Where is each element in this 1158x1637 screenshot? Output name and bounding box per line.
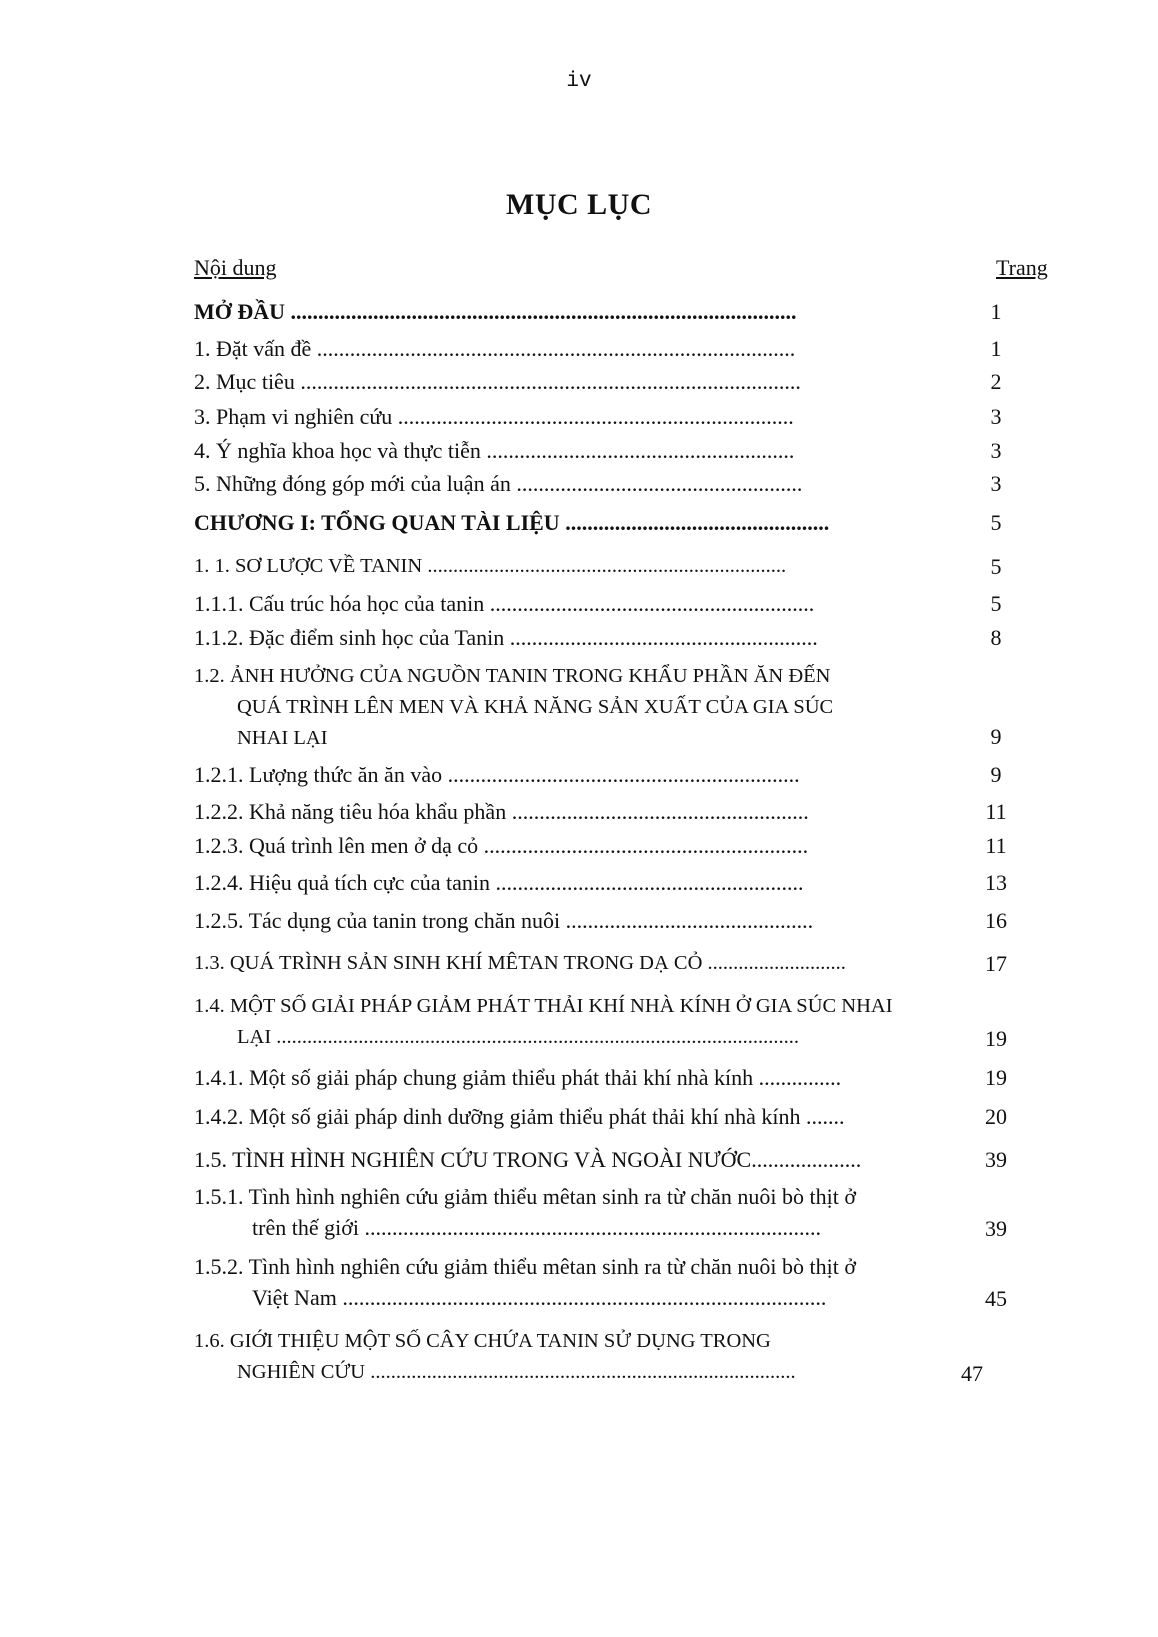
toc-entry-1-2-5[interactable]	[194, 905, 813, 936]
toc-page-number: 17	[985, 951, 1007, 976]
toc-page-number: 9	[990, 762, 1002, 787]
toc-entry-1-5[interactable]	[194, 1144, 861, 1175]
toc-page-number: 11	[985, 833, 1007, 858]
content-column-header: Nội dung	[194, 255, 277, 280]
toc-page-number: 9	[990, 724, 1002, 749]
toc-page-number: 13	[985, 870, 1007, 895]
toc-page-number: 39	[985, 1216, 1007, 1241]
toc-entry-text-cont: NHAI LẠI	[237, 727, 328, 749]
toc-entry-1-3[interactable]	[194, 948, 846, 979]
toc-page-number: 16	[985, 908, 1007, 933]
toc-entry-1-4-1[interactable]	[194, 1062, 841, 1093]
toc-page-number: 11	[985, 799, 1007, 824]
toc-page-number: 45	[985, 1286, 1007, 1311]
toc-entry-text: CHƯƠNG I: TỔNG QUAN TÀI LIỆU ................................................	[194, 510, 830, 535]
toc-entry-text: 2. Mục tiêu ...........................................................................................	[194, 369, 801, 394]
toc-entry-text: 1.2.4. Hiệu quả tích cực của tanin ........................................................	[194, 870, 804, 895]
toc-page-number: 1	[990, 336, 1002, 361]
toc-entry-1[interactable]	[194, 333, 795, 364]
toc-entry-text: 4. Ý nghĩa khoa học và thực tiễn ........................................................	[194, 438, 795, 463]
toc-entry-1-2-1[interactable]	[194, 759, 800, 790]
toc-entry-text: 1.1.1. Cấu trúc hóa học của tanin ...........................................................	[194, 591, 815, 616]
toc-entry-text-cont: Việt Nam ........................................................................................	[252, 1285, 827, 1310]
toc-entry-text-cont: QUÁ TRÌNH LÊN MEN VÀ KHẢ NĂNG SẢN XUẤT CỦA GIA SÚC	[237, 696, 834, 718]
toc-entry-text: 1.5.2. Tình hình nghiên cứu giảm thiểu mêtan sinh ra từ chăn nuôi bò thịt ở	[194, 1254, 856, 1279]
toc-entry-1-1-2[interactable]	[194, 622, 818, 653]
toc-entry-text: 1. 1. SƠ LƯỢC VỀ TANIN ......................................................................	[194, 555, 787, 577]
toc-page-number: 3	[990, 404, 1002, 429]
toc-page-number: 3	[990, 471, 1002, 496]
toc-entry-text: 1.4.2. Một số giải pháp dinh dưỡng giảm thiểu phát thải khí nhà kính .......	[194, 1104, 845, 1129]
toc-page-number: 20	[985, 1104, 1007, 1129]
toc-entry-text: 5. Những đóng góp mới của luận án ....................................................	[194, 471, 803, 496]
toc-page-number: 5	[990, 510, 1002, 535]
toc-entry-5[interactable]	[194, 468, 802, 499]
toc-entry-text: 1.6. GIỚI THIỆU MỘT SỐ CÂY CHỨA TANIN SỬ DỤNG TRONG	[194, 1330, 771, 1352]
toc-entry-1-5-2[interactable]	[194, 1251, 856, 1313]
toc-entry-text: 1.2.2. Khả năng tiêu hóa khẩu phần ......................................................	[194, 799, 809, 824]
toc-entry-text: 1.2.5. Tác dụng của tanin trong chăn nuôi .............................................	[194, 908, 814, 933]
toc-page-number: 2	[990, 369, 1002, 394]
toc-page-number: 1	[990, 299, 1002, 324]
toc-entry-1-4-2[interactable]	[194, 1101, 845, 1132]
toc-entry-3[interactable]	[194, 401, 794, 432]
toc-entry-1-4[interactable]	[194, 991, 893, 1053]
toc-page-number: 39	[985, 1147, 1007, 1172]
toc-entry-1-2[interactable]	[194, 661, 833, 754]
toc-entry-text-cont: NGHIÊN CỨU ...................................................................................	[237, 1361, 796, 1383]
toc-entry-chapter-1[interactable]	[194, 507, 829, 538]
toc-entry-text: 1.4. MỘT SỐ GIẢI PHÁP GIẢM PHÁT THẢI KHÍ NHÀ KÍNH Ở GIA SÚC NHAI	[194, 995, 893, 1017]
toc-entry-text: 1.2.1. Lượng thức ăn ăn vào ................................................................	[194, 762, 800, 787]
toc-entry-text: 1.5. TÌNH HÌNH NGHIÊN CỨU TRONG VÀ NGOÀI NƯỚC....................	[194, 1147, 862, 1172]
page-number: iv	[566, 70, 592, 93]
toc-entry-text-cont: LẠI ......................................................................................................	[237, 1026, 800, 1048]
toc-entry-text: 3. Phạm vi nghiên cứu ........................................................................	[194, 404, 794, 429]
toc-page-number: 19	[985, 1026, 1007, 1051]
toc-page-number: 5	[990, 591, 1002, 616]
toc-page-number: 8	[990, 625, 1002, 650]
toc-entry-text: 1.2.3. Quá trình lên men ở dạ cỏ ...........................................................	[194, 833, 809, 858]
toc-entry-2[interactable]	[194, 366, 801, 397]
toc-entry-1-5-1[interactable]	[194, 1181, 856, 1243]
toc-entry-text: 1.5.1. Tình hình nghiên cứu giảm thiểu mêtan sinh ra từ chăn nuôi bò thịt ở	[194, 1184, 856, 1209]
toc-entry-text: 1.3. QUÁ TRÌNH SẢN SINH KHÍ MÊTAN TRONG DẠ CỎ ...........................	[194, 952, 846, 974]
toc-entry-mo-dau[interactable]	[194, 296, 797, 327]
toc-entry-4[interactable]	[194, 435, 794, 466]
toc-entry-1-1[interactable]	[194, 551, 786, 582]
toc-entry-1-2-4[interactable]	[194, 867, 804, 898]
toc-entry-text: 1.2. ẢNH HƯỞNG CỦA NGUỒN TANIN TRONG KHẨU PHẦN ĂN ĐẾN	[194, 665, 831, 687]
toc-entry-text-cont: trên thế giới ...................................................................................	[252, 1215, 821, 1240]
toc-page-number: 5	[990, 554, 1002, 579]
toc-page-number: 47	[961, 1361, 983, 1386]
toc-page-number: 19	[985, 1065, 1007, 1090]
page-column-header: Trang	[996, 255, 1048, 280]
toc-entry-1-2-3[interactable]	[194, 830, 808, 861]
toc-entry-text: 1. Đặt vấn đề .......................................................................................	[194, 336, 796, 361]
toc-page-number: 3	[990, 438, 1002, 463]
toc-entry-1-2-2[interactable]	[194, 796, 809, 827]
toc-entry-text: 1.1.2. Đặc điểm sinh học của Tanin ........................................................	[194, 625, 818, 650]
toc-entry-text: MỞ ĐẦU ............................................................................................	[194, 299, 797, 324]
toc-entry-text: 1.4.1. Một số giải pháp chung giảm thiểu phát thải khí nhà kính ...............	[194, 1065, 842, 1090]
toc-entry-1-1-1[interactable]	[194, 588, 814, 619]
toc-entry-1-6[interactable]	[194, 1326, 796, 1388]
page-title: MỤC LỤC	[506, 188, 652, 221]
